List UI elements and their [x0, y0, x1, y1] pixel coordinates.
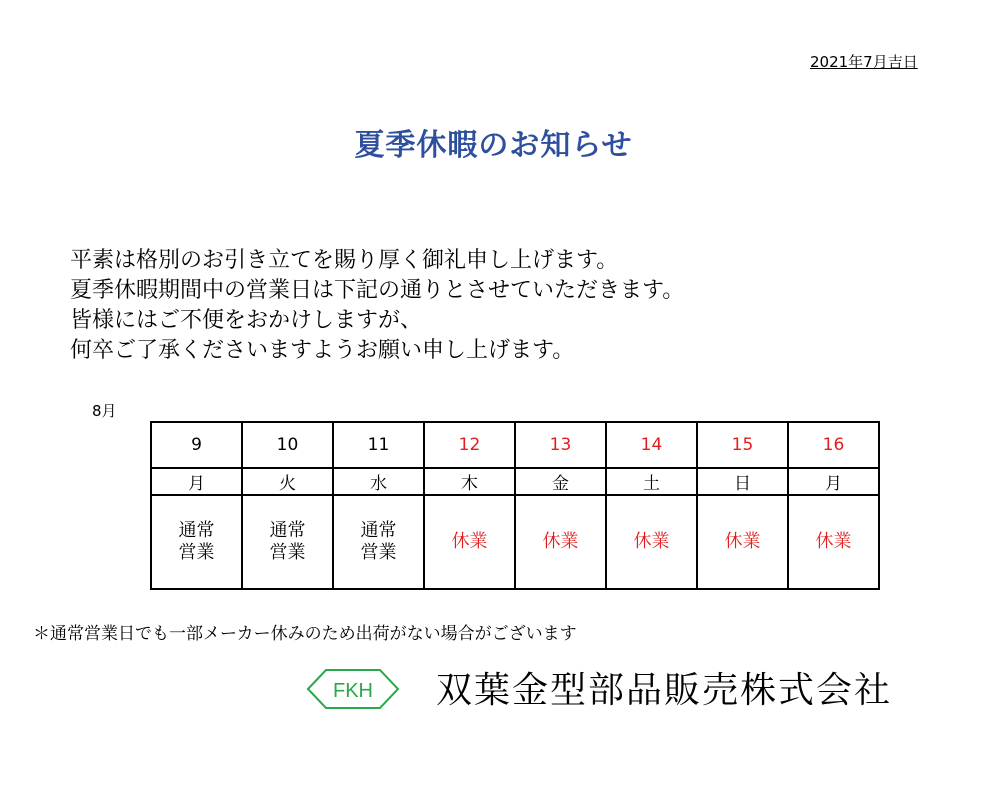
shipping-note: ＊通常営業日でも一部メーカー休みのため出荷がない場合がございます [33, 624, 577, 644]
day-row [151, 422, 879, 468]
weekday-cell: 日 [697, 468, 788, 495]
weekday-cell: 月 [151, 468, 242, 495]
weekday-cell: 土 [606, 468, 697, 495]
company-name: 双葉金型部品販売株式会社 [436, 670, 893, 711]
status-cell: 通常 営業 [242, 495, 333, 589]
day-cell: 12 [424, 422, 515, 468]
notice-date: 2021年7月吉日 [810, 53, 918, 71]
status-cell: 通常 営業 [333, 495, 424, 589]
weekday-cell: 金 [515, 468, 606, 495]
page-title: 夏季休暇のお知らせ [354, 128, 633, 163]
day-cell: 11 [333, 422, 424, 468]
status-cell: 休業 [606, 495, 697, 589]
weekday-cell: 水 [333, 468, 424, 495]
weekday-row [151, 468, 879, 495]
body-line: 皆様にはご不便をおかけしますが、 [70, 308, 423, 333]
day-cell: 14 [606, 422, 697, 468]
status-cell: 休業 [515, 495, 606, 589]
body-line: 平素は格別のお引き立てを賜り厚く御礼申し上げます。 [70, 248, 619, 273]
status-cell: 休業 [788, 495, 879, 589]
weekday-cell: 木 [424, 468, 515, 495]
logo-text: FKH [333, 680, 373, 702]
day-cell: 16 [788, 422, 879, 468]
day-cell: 9 [151, 422, 242, 468]
body-line: 何卒ご了承くださいますようお願い申し上げます。 [70, 338, 575, 363]
calendar-month: 8月 [92, 402, 117, 420]
status-cell: 休業 [424, 495, 515, 589]
body-line: 夏季休暇期間中の営業日は下記の通りとさせていただきます。 [70, 278, 685, 303]
weekday-cell: 火 [242, 468, 333, 495]
company-logo [306, 668, 400, 710]
notice-body [70, 246, 684, 366]
day-cell: 13 [515, 422, 606, 468]
weekday-cell: 月 [788, 468, 879, 495]
schedule-table [150, 421, 880, 590]
day-cell: 10 [242, 422, 333, 468]
status-row [151, 495, 879, 589]
status-cell: 通常 営業 [151, 495, 242, 589]
status-cell: 休業 [697, 495, 788, 589]
day-cell: 15 [697, 422, 788, 468]
